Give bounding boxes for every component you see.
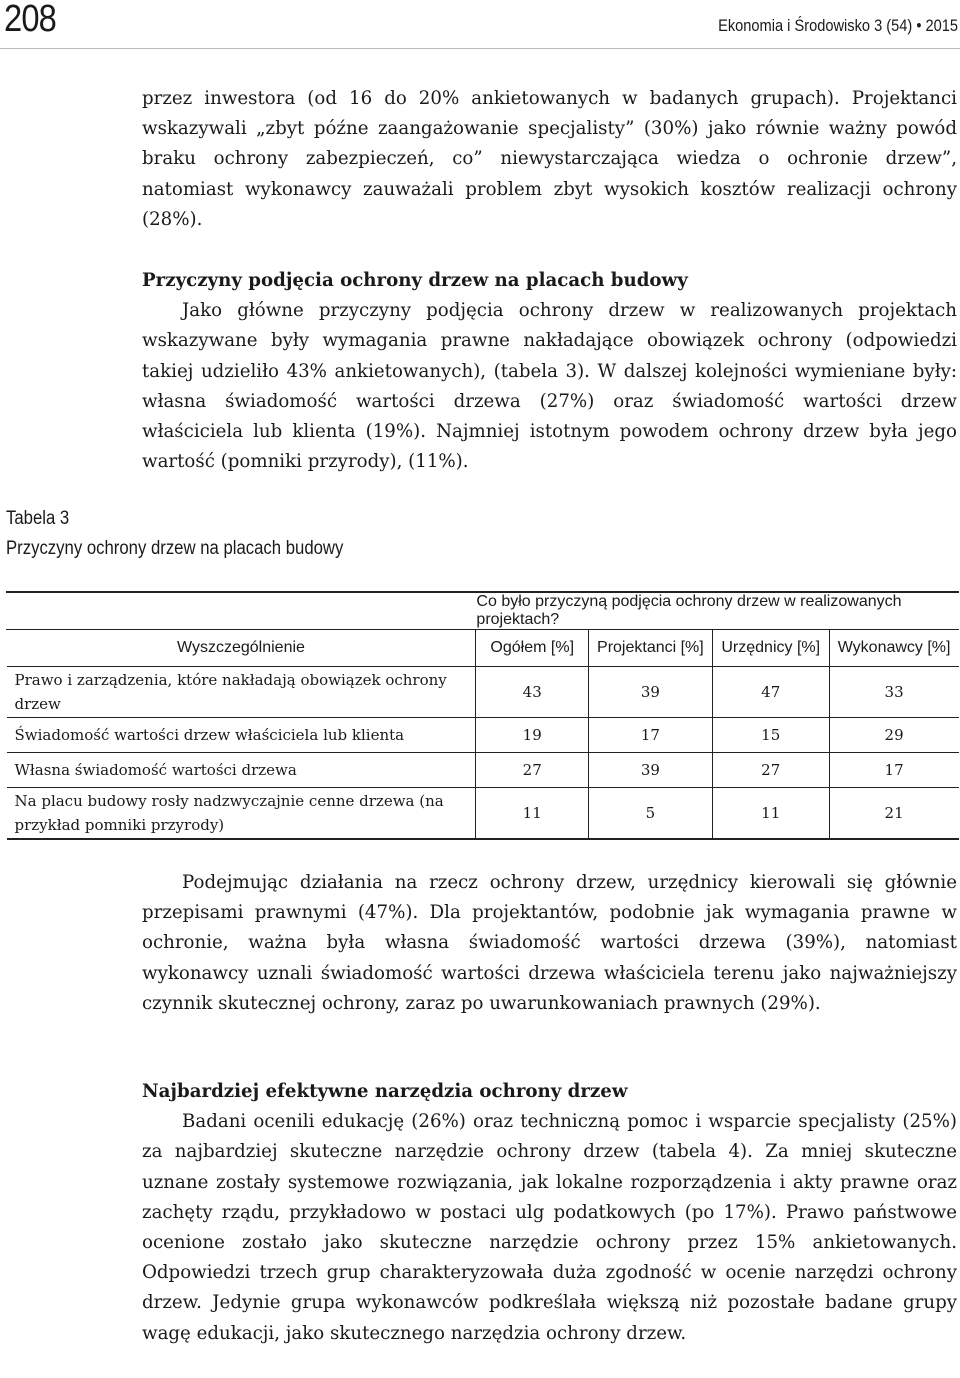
cell-value: 39 — [589, 667, 713, 718]
table-row — [7, 667, 959, 718]
table-title: Przyczyny ochrony drzew na placach budowy — [6, 538, 344, 559]
cell-value: 17 — [589, 718, 713, 753]
paragraph-intro: przez inwestora (od 16 do 20% ankietowanych w badanych grupach). Projektanci wskazywali „zbyt późne zaangażowanie specjalisty” (30%) jako równie ważny powód braku ochrony zabezpieczeń, co” niewystarczająca wiedza o ochronie drzew”, natomiast wykonawcy zauważali problem zbyt wysokich kosztów realizacji ochrony (28%). — [142, 88, 957, 230]
section-heading: Najbardziej efektywne narzędzia ochrony drzew — [142, 1081, 628, 1102]
row-label: Prawo i zarządzenia, które nakładają obowiązek ochrony drzew — [7, 667, 476, 718]
section-heading: Przyczyny podjęcia ochrony drzew na placach budowy — [142, 270, 688, 291]
page-header — [0, 0, 960, 49]
cell-value: 27 — [712, 753, 829, 788]
cell-value: 17 — [829, 753, 958, 788]
page-number: 208 — [4, 0, 56, 40]
cell-value: 39 — [589, 753, 713, 788]
cell-value: 21 — [829, 788, 958, 840]
section-body: Jako główne przyczyny podjęcia ochrony drzew w realizowanych projektach wskazywane były wymagania prawne nakładające obowiązek ochrony (odpowiedzi takiej udzieliło 43% ankietowanych), (tabela 3). W dalszej kolejności wymieniane były: własna świadomość wartości drzewa (27%) oraz świadomość wartości drzew właściciela lub klienta (19%). Najmniej istotnym powodem ochrony drzew była jego wartość (pomniki przyrody), (11%). — [142, 300, 957, 473]
cell-value: 27 — [476, 753, 589, 788]
table-row — [7, 753, 959, 788]
cell-value: 11 — [712, 788, 829, 840]
column-header: Projektanci [%] — [589, 630, 713, 667]
section-body: Badani ocenili edukację (26%) oraz techniczną pomoc i wsparcie specjalisty (25%) za najbardziej skuteczne narzędzie ochrony drzew (tabela 4). Za mniej skuteczne uznane zostały systemowe rozwiązania, jak lokalne rozporządzenia i akty prawne oraz zachęty rządu, przykładowo w postaci ulg podatkowych (po 17%). Prawo państwowe ocenione zostało jako skuteczne narzędzie ochrony przez 15% ankietowanych. Odpowiedzi trzech grup charakteryzowała duża zgodność w ocenie narzędzi ochrony drzew. Jedynie grupa wykonawców podkreślała większą niż pozostałe badane grupy wagę edukacji, jako skutecznego narzędzia ochrony drzew. — [142, 1111, 957, 1344]
column-header: Ogółem [%] — [476, 630, 589, 667]
row-label: Świadomość wartości drzew właściciela lub klienta — [7, 718, 476, 753]
cell-value: 19 — [476, 718, 589, 753]
paragraph-discussion: Podejmując działania na rzecz ochrony drzew, urzędnicy kierowali się głównie przepisami prawnymi (47%). Dla projektantów, podobnie jak wymagania prawne w ochronie, ważna była własna świadomość wartości drzewa (39%), natomiast wykonawcy uznali świadomość wartości drzewa właściciela terenu jako najważniejszy czynnik skutecznej ochrony, zaraz po uwarunkowaniach prawnych (29%). — [142, 872, 957, 1014]
cell-value: 15 — [712, 718, 829, 753]
row-label: Na placu budowy rosły nadzwyczajnie cenne drzewa (na przykład pomniki przyrody) — [7, 788, 476, 840]
table-row — [7, 788, 959, 840]
cell-value: 47 — [712, 667, 829, 718]
cell-value: 43 — [476, 667, 589, 718]
cell-value: 29 — [829, 718, 958, 753]
table-row — [7, 718, 959, 753]
cell-value: 33 — [829, 667, 958, 718]
data-table — [6, 591, 959, 840]
table-label: Tabela 3 — [6, 508, 70, 529]
journal-title: Ekonomia i Środowisko 3 (54) • 2015 — [718, 16, 958, 35]
row-label: Własna świadomość wartości drzewa — [7, 753, 476, 788]
survey-question: Co było przyczyną podjęcia ochrony drzew w realizowanych projektach? — [476, 592, 959, 630]
column-header: Urzędnicy [%] — [712, 630, 829, 667]
cell-value: 11 — [476, 788, 589, 840]
column-header: Wyszczególnienie — [7, 630, 476, 667]
question-row — [7, 592, 959, 630]
cell-value: 5 — [589, 788, 713, 840]
column-header: Wykonawcy [%] — [829, 630, 958, 667]
section-tools — [142, 1077, 957, 1349]
header-row — [7, 630, 959, 667]
section-causes — [142, 266, 957, 477]
